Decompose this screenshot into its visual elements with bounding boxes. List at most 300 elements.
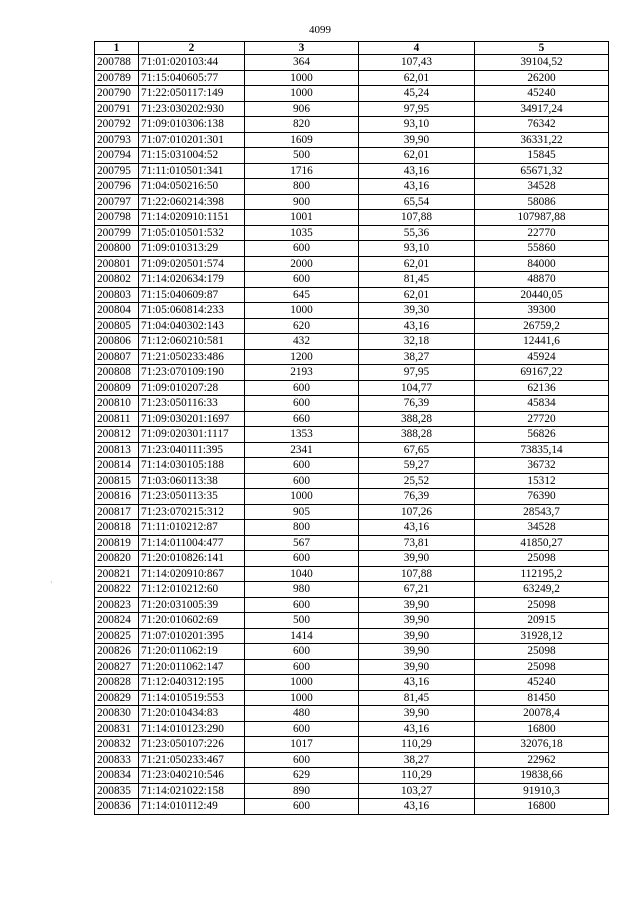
price-cell: 39,90: [359, 132, 475, 148]
column-header-1: 1: [95, 42, 139, 55]
table-row: [95, 272, 609, 288]
cadastral-number-cell: 71:09:010306:138: [139, 117, 245, 133]
total-cell: 41850,27: [475, 535, 609, 551]
table-row: [95, 148, 609, 164]
total-cell: 25098: [475, 597, 609, 613]
page-number: 4099: [309, 24, 331, 36]
total-cell: 45240: [475, 675, 609, 691]
row-number-cell: 200816: [95, 489, 139, 505]
area-cell: 1001: [245, 210, 359, 226]
table-row: [95, 783, 609, 799]
table-row: [95, 458, 609, 474]
total-cell: 91910,3: [475, 783, 609, 799]
cadastral-number-cell: 71:05:060814:233: [139, 303, 245, 319]
area-cell: 900: [245, 194, 359, 210]
row-number-cell: 200829: [95, 690, 139, 706]
table-row: [95, 551, 609, 567]
cadastral-number-cell: 71:12:060210:581: [139, 334, 245, 350]
cadastral-number-cell: 71:22:050117:149: [139, 86, 245, 102]
table-row: [95, 706, 609, 722]
area-cell: 1040: [245, 566, 359, 582]
row-number-cell: 200828: [95, 675, 139, 691]
price-cell: 62,01: [359, 148, 475, 164]
total-cell: 32076,18: [475, 737, 609, 753]
total-cell: 20915: [475, 613, 609, 629]
area-cell: 600: [245, 799, 359, 815]
row-number-cell: 200807: [95, 349, 139, 365]
cadastral-number-cell: 71:07:010201:395: [139, 628, 245, 644]
total-cell: 73835,14: [475, 442, 609, 458]
price-cell: 43,16: [359, 799, 475, 815]
price-cell: 65,54: [359, 194, 475, 210]
total-cell: 28543,7: [475, 504, 609, 520]
area-cell: 1609: [245, 132, 359, 148]
total-cell: 34528: [475, 520, 609, 536]
cadastral-number-cell: 71:09:020301:1117: [139, 427, 245, 443]
area-cell: 600: [245, 721, 359, 737]
row-number-cell: 200793: [95, 132, 139, 148]
cadastral-number-cell: 71:12:010212:60: [139, 582, 245, 598]
area-cell: 600: [245, 644, 359, 660]
area-cell: 1000: [245, 70, 359, 86]
total-cell: 26759,2: [475, 318, 609, 334]
price-cell: 62,01: [359, 256, 475, 272]
area-cell: 1017: [245, 737, 359, 753]
cadastral-number-cell: 71:23:050113:35: [139, 489, 245, 505]
cadastral-number-cell: 71:09:010313:29: [139, 241, 245, 257]
price-cell: 43,16: [359, 179, 475, 195]
cadastral-number-cell: 71:23:070215:312: [139, 504, 245, 520]
row-number-cell: 200822: [95, 582, 139, 598]
total-cell: 34917,24: [475, 101, 609, 117]
area-cell: 600: [245, 241, 359, 257]
price-cell: 62,01: [359, 70, 475, 86]
row-number-cell: 200815: [95, 473, 139, 489]
table-row: [95, 690, 609, 706]
row-number-cell: 200832: [95, 737, 139, 753]
total-cell: 25098: [475, 644, 609, 660]
price-cell: 43,16: [359, 163, 475, 179]
cadastral-number-cell: 71:09:030201:1697: [139, 411, 245, 427]
total-cell: 22962: [475, 752, 609, 768]
cadastral-number-cell: 71:23:070109:190: [139, 365, 245, 381]
price-cell: 62,01: [359, 287, 475, 303]
table-row: [95, 520, 609, 536]
table-header-row: [95, 42, 609, 55]
cadastral-number-cell: 71:23:050116:33: [139, 396, 245, 412]
total-cell: 112195,2: [475, 566, 609, 582]
area-cell: 800: [245, 520, 359, 536]
area-cell: 600: [245, 597, 359, 613]
total-cell: 16800: [475, 799, 609, 815]
cadastral-number-cell: 71:14:020910:1151: [139, 210, 245, 226]
table-row: [95, 737, 609, 753]
table-row: [95, 380, 609, 396]
area-cell: 820: [245, 117, 359, 133]
table-row: [95, 628, 609, 644]
price-cell: 81,45: [359, 272, 475, 288]
area-cell: 567: [245, 535, 359, 551]
area-cell: 600: [245, 380, 359, 396]
price-cell: 104,77: [359, 380, 475, 396]
column-header-4: 4: [359, 42, 475, 55]
price-cell: 25,52: [359, 473, 475, 489]
cadastral-number-cell: 71:22:060214:398: [139, 194, 245, 210]
price-cell: 107,26: [359, 504, 475, 520]
cadastral-number-cell: 71:15:040609:87: [139, 287, 245, 303]
table-row: [95, 365, 609, 381]
price-cell: 43,16: [359, 721, 475, 737]
row-number-cell: 200809: [95, 380, 139, 396]
price-cell: 67,65: [359, 442, 475, 458]
price-cell: 39,90: [359, 628, 475, 644]
row-number-cell: 200834: [95, 768, 139, 784]
price-cell: 107,88: [359, 566, 475, 582]
total-cell: 45924: [475, 349, 609, 365]
row-number-cell: 200791: [95, 101, 139, 117]
cadastral-number-cell: 71:14:011004:477: [139, 535, 245, 551]
price-cell: 39,90: [359, 706, 475, 722]
price-cell: 97,95: [359, 101, 475, 117]
row-number-cell: 200800: [95, 241, 139, 257]
area-cell: 800: [245, 179, 359, 195]
price-cell: 76,39: [359, 396, 475, 412]
row-number-cell: 200814: [95, 458, 139, 474]
table-row: [95, 752, 609, 768]
total-cell: 15312: [475, 473, 609, 489]
cadastral-number-cell: 71:09:020501:574: [139, 256, 245, 272]
row-number-cell: 200827: [95, 659, 139, 675]
cadastral-number-cell: 71:11:010501:341: [139, 163, 245, 179]
cadastral-number-cell: 71:20:010602:69: [139, 613, 245, 629]
total-cell: 107987,88: [475, 210, 609, 226]
row-number-cell: 200818: [95, 520, 139, 536]
row-number-cell: 200808: [95, 365, 139, 381]
cadastral-number-cell: 71:14:010519:553: [139, 690, 245, 706]
table-row: [95, 442, 609, 458]
area-cell: 1353: [245, 427, 359, 443]
area-cell: 1000: [245, 86, 359, 102]
row-number-cell: 200788: [95, 55, 139, 71]
row-number-cell: 200802: [95, 272, 139, 288]
table-row: [95, 194, 609, 210]
row-number-cell: 200798: [95, 210, 139, 226]
price-cell: 39,90: [359, 613, 475, 629]
price-cell: 73,81: [359, 535, 475, 551]
table-body: [95, 55, 609, 815]
total-cell: 45834: [475, 396, 609, 412]
row-number-cell: 200826: [95, 644, 139, 660]
area-cell: 480: [245, 706, 359, 722]
cadastral-number-cell: 71:23:040210:546: [139, 768, 245, 784]
table-row: [95, 163, 609, 179]
table-row: [95, 597, 609, 613]
area-cell: 500: [245, 148, 359, 164]
row-number-cell: 200836: [95, 799, 139, 815]
total-cell: 63249,2: [475, 582, 609, 598]
total-cell: 62136: [475, 380, 609, 396]
price-cell: 388,28: [359, 427, 475, 443]
total-cell: 39104,52: [475, 55, 609, 71]
row-number-cell: 200820: [95, 551, 139, 567]
total-cell: 25098: [475, 551, 609, 567]
row-number-cell: 200794: [95, 148, 139, 164]
table-row: [95, 101, 609, 117]
table-row: [95, 334, 609, 350]
row-number-cell: 200817: [95, 504, 139, 520]
row-number-cell: 200804: [95, 303, 139, 319]
area-cell: 364: [245, 55, 359, 71]
price-cell: 81,45: [359, 690, 475, 706]
area-cell: 1000: [245, 690, 359, 706]
area-cell: 980: [245, 582, 359, 598]
margin-mark: ·: [50, 578, 53, 587]
row-number-cell: 200803: [95, 287, 139, 303]
cadastral-number-cell: 71:04:050216:50: [139, 179, 245, 195]
total-cell: 48870: [475, 272, 609, 288]
row-number-cell: 200790: [95, 86, 139, 102]
row-number-cell: 200801: [95, 256, 139, 272]
row-number-cell: 200795: [95, 163, 139, 179]
price-cell: 67,21: [359, 582, 475, 598]
price-cell: 388,28: [359, 411, 475, 427]
area-cell: 432: [245, 334, 359, 350]
table-row: [95, 303, 609, 319]
table-row: [95, 427, 609, 443]
table-row: [95, 721, 609, 737]
table-row: [95, 644, 609, 660]
cadastral-number-cell: 71:20:011062:19: [139, 644, 245, 660]
price-cell: 107,43: [359, 55, 475, 71]
cadastral-number-cell: 71:20:011062:147: [139, 659, 245, 675]
area-cell: 1000: [245, 303, 359, 319]
table-row: [95, 287, 609, 303]
table-row: [95, 659, 609, 675]
row-number-cell: 200810: [95, 396, 139, 412]
price-cell: 38,27: [359, 349, 475, 365]
area-cell: 905: [245, 504, 359, 520]
total-cell: 27720: [475, 411, 609, 427]
area-cell: 600: [245, 396, 359, 412]
table-row: [95, 768, 609, 784]
area-cell: 2193: [245, 365, 359, 381]
price-cell: 55,36: [359, 225, 475, 241]
area-cell: 1000: [245, 489, 359, 505]
cadastral-number-cell: 71:20:010434:83: [139, 706, 245, 722]
row-number-cell: 200819: [95, 535, 139, 551]
price-cell: 39,90: [359, 644, 475, 660]
total-cell: 31928,12: [475, 628, 609, 644]
data-table: [94, 41, 609, 815]
price-cell: 39,90: [359, 597, 475, 613]
table-row: [95, 318, 609, 334]
area-cell: 1200: [245, 349, 359, 365]
table-row: [95, 613, 609, 629]
total-cell: 25098: [475, 659, 609, 675]
total-cell: 45240: [475, 86, 609, 102]
total-cell: 36331,22: [475, 132, 609, 148]
area-cell: 1414: [245, 628, 359, 644]
area-cell: 1035: [245, 225, 359, 241]
table-row: [95, 566, 609, 582]
total-cell: 56826: [475, 427, 609, 443]
price-cell: 110,29: [359, 737, 475, 753]
total-cell: 12441,6: [475, 334, 609, 350]
row-number-cell: 200796: [95, 179, 139, 195]
cadastral-number-cell: 71:04:040302:143: [139, 318, 245, 334]
price-cell: 59,27: [359, 458, 475, 474]
row-number-cell: 200824: [95, 613, 139, 629]
table-row: [95, 225, 609, 241]
total-cell: 84000: [475, 256, 609, 272]
cadastral-number-cell: 71:05:010501:532: [139, 225, 245, 241]
area-cell: 620: [245, 318, 359, 334]
cadastral-number-cell: 71:14:020634:179: [139, 272, 245, 288]
cadastral-number-cell: 71:14:020910:867: [139, 566, 245, 582]
cadastral-number-cell: 71:14:010123:290: [139, 721, 245, 737]
row-number-cell: 200833: [95, 752, 139, 768]
area-cell: 600: [245, 752, 359, 768]
price-cell: 110,29: [359, 768, 475, 784]
cadastral-number-cell: 71:23:050107:226: [139, 737, 245, 753]
area-cell: 645: [245, 287, 359, 303]
price-cell: 107,88: [359, 210, 475, 226]
area-cell: 629: [245, 768, 359, 784]
row-number-cell: 200811: [95, 411, 139, 427]
price-cell: 43,16: [359, 675, 475, 691]
area-cell: 890: [245, 783, 359, 799]
table-row: [95, 504, 609, 520]
area-cell: 1716: [245, 163, 359, 179]
price-cell: 45,24: [359, 86, 475, 102]
area-cell: 600: [245, 551, 359, 567]
total-cell: 19838,66: [475, 768, 609, 784]
row-number-cell: 200823: [95, 597, 139, 613]
table-row: [95, 117, 609, 133]
area-cell: 600: [245, 659, 359, 675]
price-cell: 39,90: [359, 551, 475, 567]
column-header-3: 3: [245, 42, 359, 55]
cadastral-number-cell: 71:09:010207:28: [139, 380, 245, 396]
price-cell: 97,95: [359, 365, 475, 381]
total-cell: 15845: [475, 148, 609, 164]
row-number-cell: 200821: [95, 566, 139, 582]
row-number-cell: 200831: [95, 721, 139, 737]
cadastral-number-cell: 71:23:030202:930: [139, 101, 245, 117]
cadastral-number-cell: 71:03:060113:38: [139, 473, 245, 489]
total-cell: 81450: [475, 690, 609, 706]
table-row: [95, 132, 609, 148]
price-cell: 39,90: [359, 659, 475, 675]
cadastral-number-cell: 71:21:050233:486: [139, 349, 245, 365]
total-cell: 69167,22: [475, 365, 609, 381]
total-cell: 26200: [475, 70, 609, 86]
row-number-cell: 200806: [95, 334, 139, 350]
table-row: [95, 473, 609, 489]
row-number-cell: 200825: [95, 628, 139, 644]
total-cell: 16800: [475, 721, 609, 737]
cadastral-number-cell: 71:15:031004:52: [139, 148, 245, 164]
row-number-cell: 200789: [95, 70, 139, 86]
cadastral-number-cell: 71:14:010112:49: [139, 799, 245, 815]
area-cell: 600: [245, 473, 359, 489]
row-number-cell: 200812: [95, 427, 139, 443]
area-cell: 660: [245, 411, 359, 427]
row-number-cell: 200805: [95, 318, 139, 334]
price-cell: 38,27: [359, 752, 475, 768]
row-number-cell: 200835: [95, 783, 139, 799]
area-cell: 1000: [245, 675, 359, 691]
table-row: [95, 349, 609, 365]
total-cell: 34528: [475, 179, 609, 195]
price-cell: 93,10: [359, 117, 475, 133]
table-row: [95, 256, 609, 272]
table-row: [95, 489, 609, 505]
price-cell: 32,18: [359, 334, 475, 350]
total-cell: 20440,05: [475, 287, 609, 303]
table-row: [95, 70, 609, 86]
price-cell: 43,16: [359, 520, 475, 536]
area-cell: 2000: [245, 256, 359, 272]
price-cell: 76,39: [359, 489, 475, 505]
total-cell: 76342: [475, 117, 609, 133]
cadastral-number-cell: 71:23:040111:395: [139, 442, 245, 458]
row-number-cell: 200813: [95, 442, 139, 458]
cadastral-number-cell: 71:14:030105:188: [139, 458, 245, 474]
cadastral-number-cell: 71:14:021022:158: [139, 783, 245, 799]
table-row: [95, 675, 609, 691]
area-cell: 600: [245, 272, 359, 288]
table-row: [95, 396, 609, 412]
row-number-cell: 200799: [95, 225, 139, 241]
price-cell: 39,30: [359, 303, 475, 319]
total-cell: 36732: [475, 458, 609, 474]
table-row: [95, 86, 609, 102]
table-row: [95, 411, 609, 427]
table-row: [95, 55, 609, 71]
cadastral-number-cell: 71:01:020103:44: [139, 55, 245, 71]
area-cell: 600: [245, 458, 359, 474]
cadastral-number-cell: 71:20:010826:141: [139, 551, 245, 567]
column-header-2: 2: [139, 42, 245, 55]
total-cell: 65671,32: [475, 163, 609, 179]
table-row: [95, 241, 609, 257]
cadastral-number-cell: 71:20:031005:39: [139, 597, 245, 613]
row-number-cell: 200797: [95, 194, 139, 210]
price-cell: 103,27: [359, 783, 475, 799]
table-row: [95, 210, 609, 226]
cadastral-number-cell: 71:21:050233:467: [139, 752, 245, 768]
column-header-5: 5: [475, 42, 609, 55]
table-row: [95, 179, 609, 195]
total-cell: 39300: [475, 303, 609, 319]
row-number-cell: 200792: [95, 117, 139, 133]
row-number-cell: 200830: [95, 706, 139, 722]
total-cell: 76390: [475, 489, 609, 505]
area-cell: 906: [245, 101, 359, 117]
table-row: [95, 799, 609, 815]
cadastral-number-cell: 71:11:010212:87: [139, 520, 245, 536]
cadastral-number-cell: 71:07:010201:301: [139, 132, 245, 148]
table-row: [95, 535, 609, 551]
price-cell: 93,10: [359, 241, 475, 257]
cadastral-number-cell: 71:12:040312:195: [139, 675, 245, 691]
total-cell: 55860: [475, 241, 609, 257]
area-cell: 500: [245, 613, 359, 629]
table-row: [95, 582, 609, 598]
total-cell: 20078,4: [475, 706, 609, 722]
price-cell: 43,16: [359, 318, 475, 334]
